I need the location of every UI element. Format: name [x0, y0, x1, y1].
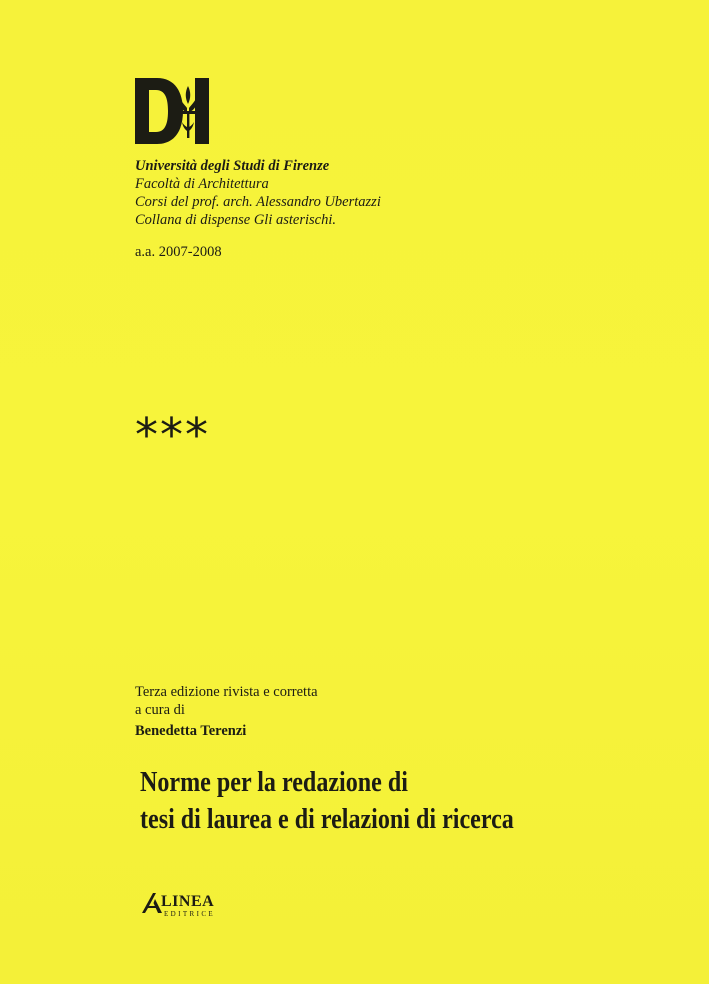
publisher-logo [142, 893, 242, 921]
course-name: Corsi del prof. arch. Alessandro Ubertazzi [135, 194, 381, 210]
book-title [140, 764, 514, 838]
publisher-name: LINEA [161, 893, 215, 910]
edition-note: Terza edizione rivista e corretta [135, 684, 318, 700]
publisher-subtitle: EDITRICE [164, 910, 216, 918]
title-line-2: tesi di laurea e di relazioni di ricerca [140, 804, 514, 835]
edition-info [135, 683, 318, 740]
university-info [135, 157, 381, 229]
edited-by-label: a cura di [135, 702, 185, 718]
editor-name: Benedetta Terenzi [135, 723, 247, 739]
academic-year: a.a. 2007-2008 [135, 244, 222, 260]
series-name: Collana di dispense Gli asterischi. [135, 212, 336, 228]
title-line-1: Norme per la redazione di [140, 767, 408, 798]
faculty-name: Facoltà di Architettura [135, 176, 269, 192]
asterisks-series-mark: *** [135, 408, 210, 462]
university-name: Università degli Studi di Firenze [135, 158, 330, 174]
di-florentine-lily-icon [135, 78, 209, 144]
